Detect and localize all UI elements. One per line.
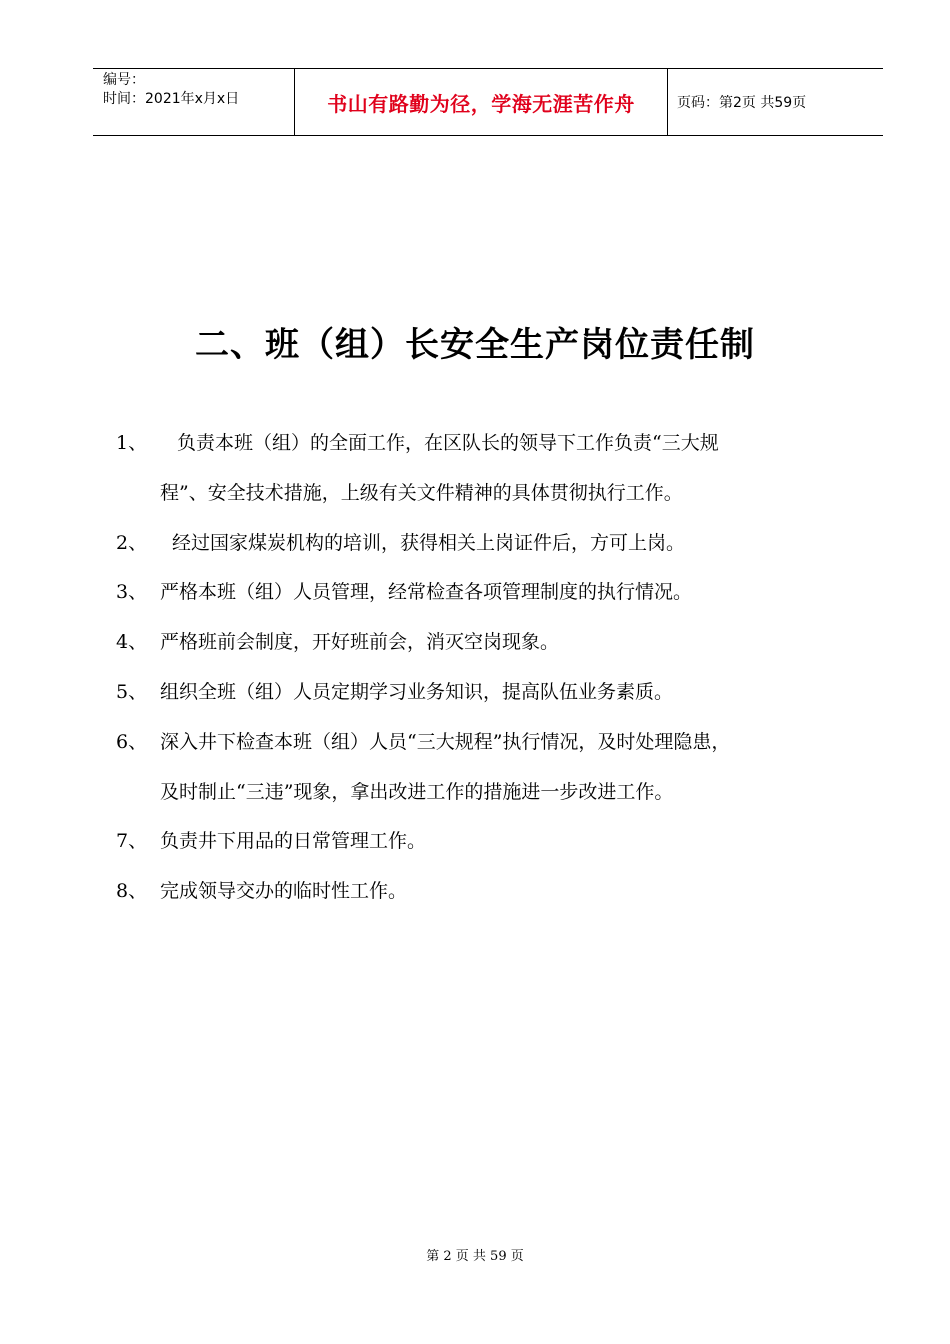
item-text: 负责井下用品的日常管理工作。 [160, 830, 427, 852]
document-title: 二、班（组）长安全生产岗位责任制 [195, 325, 755, 365]
item-number: 8、 [116, 880, 148, 902]
item-text: 程”、安全技术措施，上级有关文件精神的具体贯彻执行工作。 [160, 482, 683, 504]
item-text: 经过国家煤炭机构的培训，获得相关上岗证件后，方可上岗。 [172, 532, 686, 554]
item-number: 1、 [116, 432, 148, 454]
item-text: 完成领导交办的临时性工作。 [160, 880, 408, 902]
header-left-cell [93, 69, 295, 135]
item-text: 负责本班（组）的全面工作，在区队长的领导下工作负责“三大规 [177, 432, 719, 454]
header-right-cell [668, 69, 883, 135]
item-text: 组织全班（组）人员定期学习业务知识，提高队伍业务素质。 [160, 681, 674, 703]
item-number: 4、 [116, 631, 148, 653]
motto: 书山有路勤为径，学海无涯苦作舟 [327, 91, 635, 116]
page-footer: 第 2 页 共 59 页 [426, 1249, 524, 1264]
serial-label: 编号： [103, 72, 145, 88]
item-number: 6、 [116, 731, 148, 753]
item-text: 严格班前会制度，开好班前会，消灭空岗现象。 [160, 631, 560, 653]
item-number: 7、 [116, 830, 148, 852]
date-line: 时间：2021年x月x日 [103, 91, 240, 107]
item-number: 3、 [116, 581, 148, 603]
item-number: 2、 [116, 532, 148, 554]
item-number: 5、 [116, 681, 148, 703]
item-text: 深入井下检查本班（组）人员“三大规程”执行情况，及时处理隐患， [160, 731, 731, 753]
header-mid-cell [295, 69, 668, 135]
item-text: 及时制止“三违”现象，拿出改进工作的措施进一步改进工作。 [160, 781, 674, 803]
header-table [93, 68, 883, 136]
item-text: 严格本班（组）人员管理，经常检查各项管理制度的执行情况。 [160, 581, 693, 603]
page-code: 页码：第2页 共59页 [677, 95, 807, 111]
